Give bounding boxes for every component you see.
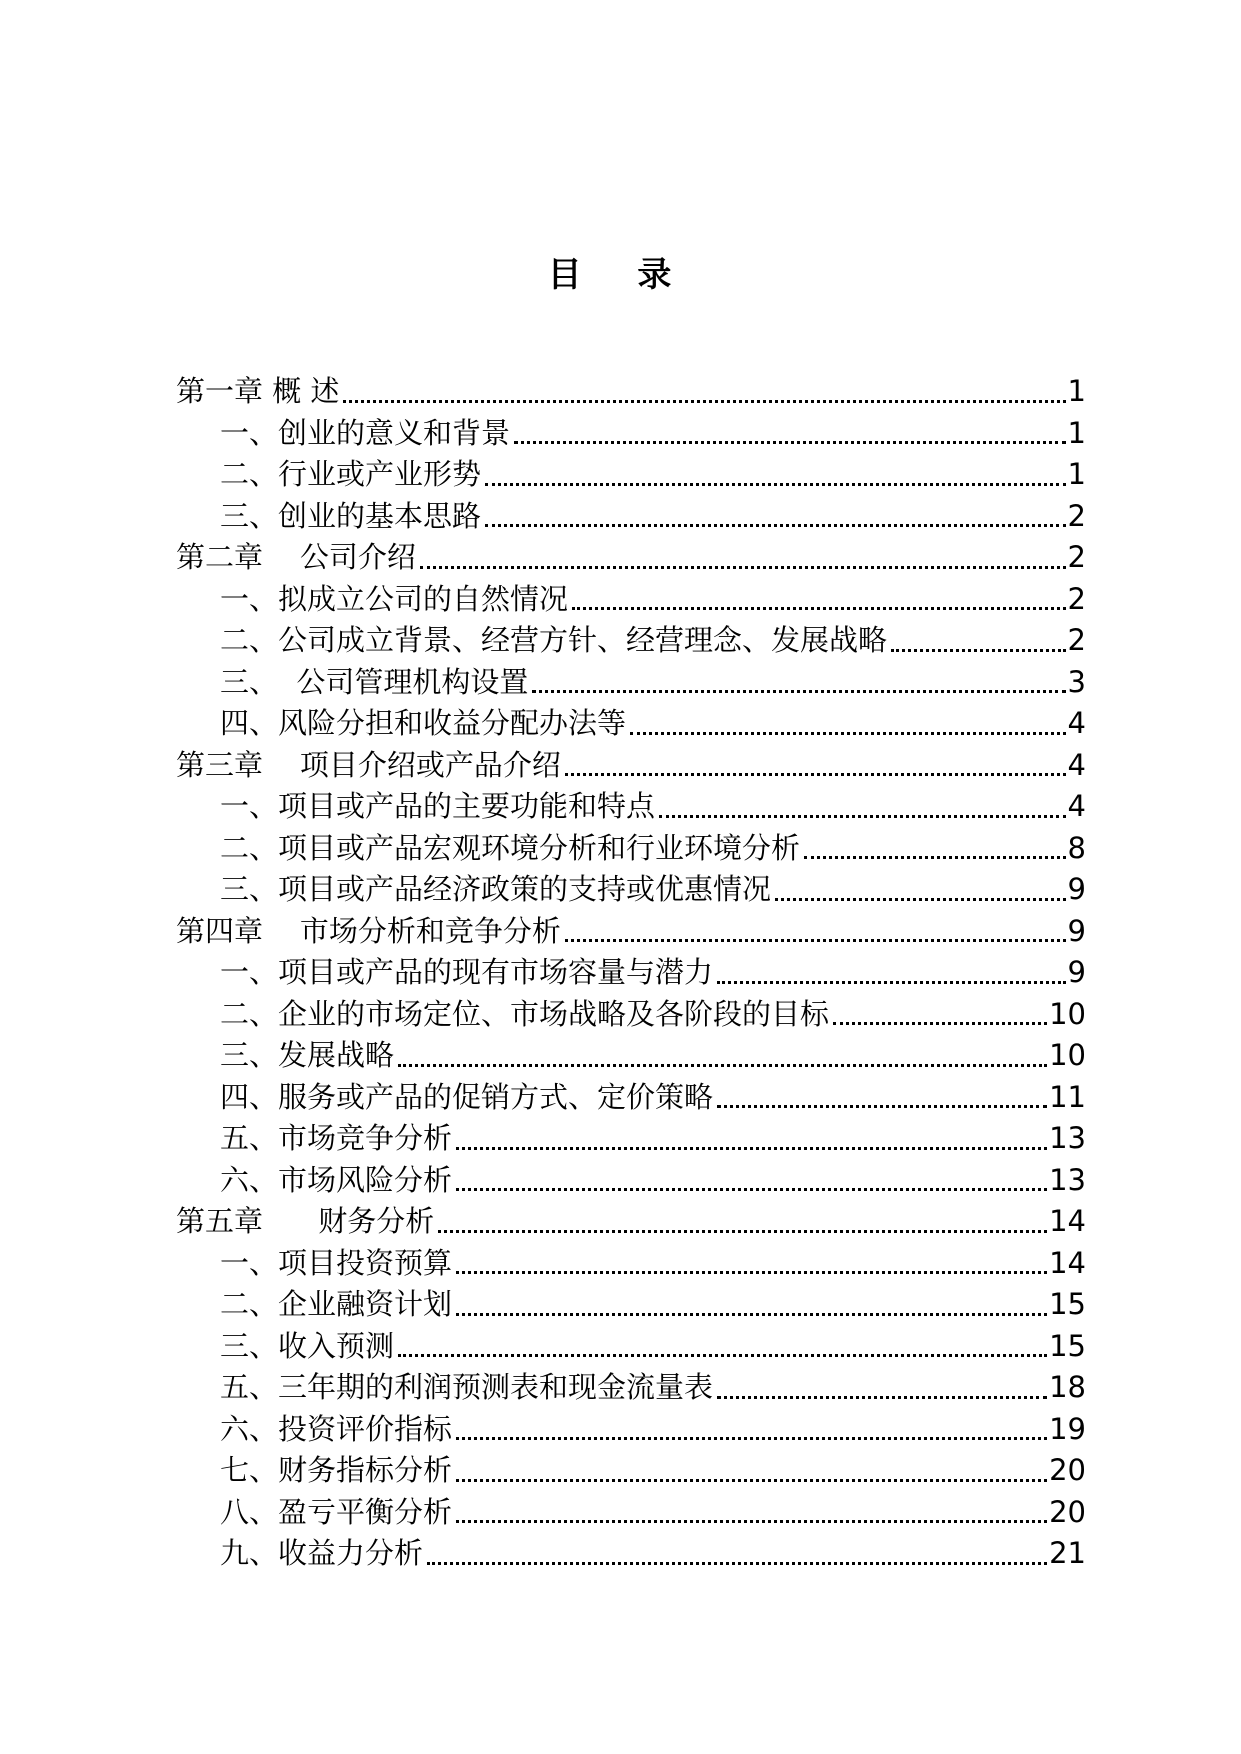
toc-section-entry [176,703,1086,745]
dot-leader [833,1016,1047,1025]
toc-entry-label: 八、盈亏平衡分析 [220,1494,453,1529]
toc-entry-label: 三、创业的基本思路 [220,498,482,533]
dot-leader [775,892,1066,901]
toc-entry-page-number: 14 [1049,1245,1086,1280]
dot-leader [456,1431,1047,1440]
toc-entry-label: 一、项目或产品的现有市场容量与潜力 [220,955,714,989]
dot-leader [456,1473,1047,1482]
dot-leader [532,684,1065,693]
toc-section-entry [176,662,1086,704]
toc-entry-label: 四、服务或产品的促销方式、定价策略 [220,1079,714,1114]
toc-section-entry [176,1118,1086,1160]
toc-section-entry [176,1284,1086,1326]
dot-leader [485,477,1066,486]
toc-entry-page-number: 15 [1049,1328,1086,1363]
toc-section-entry [176,786,1086,828]
toc-entry-page-number: 11 [1049,1079,1086,1114]
toc-entry-label: 六、市场风险分析 [220,1162,453,1197]
toc-chapter-entry [176,537,1086,579]
toc-section-entry [176,1450,1086,1492]
dot-leader [891,643,1066,652]
toc-entry-label: 第二章 公司介绍 [176,540,416,574]
dot-leader [514,435,1066,444]
toc-section-entry [176,1326,1086,1368]
toc-entry-label: 一、创业的意义和背景 [220,415,511,450]
toc-entry-page-number: 9 [1067,872,1086,906]
toc-section-entry [176,579,1086,621]
toc-chapter-entry [176,371,1086,413]
toc-entry-label: 七、财务指标分析 [220,1453,453,1487]
toc-entry-page-number: 14 [1049,1204,1086,1238]
toc-chapter-entry [176,745,1086,787]
toc-entry-page-number: 3 [1067,664,1086,699]
toc-chapter-entry [176,1201,1086,1243]
toc-entry-page-number: 9 [1067,955,1086,989]
dot-leader [456,1141,1047,1150]
toc-entry-page-number: 1 [1067,374,1086,408]
dot-leader [398,1058,1047,1067]
toc-section-entry [176,413,1086,455]
toc-entry-label: 五、三年期的利润预测表和现金流量表 [220,1370,714,1404]
toc-entry-page-number: 2 [1067,540,1086,574]
toc-entry-label: 第四章 市场分析和竞争分析 [176,913,561,948]
toc-section-entry [176,869,1086,911]
toc-section-entry [176,994,1086,1036]
dot-leader [717,1390,1047,1399]
page-title: 目 录 [547,255,694,295]
toc-entry-label: 三、发展战略 [220,1038,395,1072]
toc-entry-label: 第三章 项目介绍或产品介绍 [176,747,561,782]
toc-entry-page-number: 9 [1067,913,1086,948]
toc-entry-page-number: 15 [1049,1287,1086,1321]
dot-leader [630,726,1066,735]
dot-leader [456,1182,1047,1191]
toc-entry-page-number: 1 [1067,415,1086,450]
toc-entry-page-number: 18 [1049,1370,1086,1404]
dot-leader [659,809,1066,818]
toc-entry-label: 二、公司成立背景、经营方针、经营理念、发展战略 [220,623,888,657]
toc-entry-page-number: 13 [1049,1121,1086,1155]
dot-leader [565,767,1066,776]
toc-entry-label: 一、拟成立公司的自然情况 [220,581,569,616]
toc-entry-page-number: 4 [1067,706,1086,740]
toc-entry-page-number: 2 [1067,581,1086,616]
dot-leader [456,1514,1047,1523]
toc-section-entry [176,454,1086,496]
toc-entry-label: 二、企业的市场定位、市场战略及各阶段的目标 [220,996,830,1031]
toc-entry-page-number: 4 [1067,789,1086,823]
toc-entry-page-number: 8 [1067,830,1086,865]
toc-entry-label: 三、收入预测 [220,1328,395,1363]
toc-entry-page-number: 4 [1067,747,1086,782]
dot-leader [456,1307,1047,1316]
toc-entry-page-number: 20 [1049,1453,1086,1487]
toc-entry-page-number: 10 [1049,996,1086,1031]
toc-section-entry [176,1243,1086,1285]
toc-section-entry [176,620,1086,662]
dot-leader [717,975,1066,984]
dot-leader [427,1556,1047,1565]
toc-entry-page-number: 21 [1049,1536,1086,1570]
toc-entry-label: 第一章 概 述 [176,374,340,408]
toc-entry-label: 三、项目或产品经济政策的支持或优惠情况 [220,872,772,906]
toc-entry-label: 三、 公司管理机构设置 [220,664,529,699]
toc-section-entry [176,496,1086,538]
dot-leader [343,394,1065,403]
table-of-contents [176,371,1086,1575]
toc-entry-page-number: 1 [1067,457,1086,491]
toc-section-entry [176,1160,1086,1202]
dot-leader [438,1224,1047,1233]
toc-entry-label: 四、风险分担和收益分配办法等 [220,706,627,740]
dot-leader [717,1099,1047,1108]
toc-section-entry [176,1367,1086,1409]
dot-leader [456,1265,1047,1274]
dot-leader [420,560,1066,569]
toc-entry-label: 一、项目或产品的主要功能和特点 [220,789,656,823]
toc-section-entry [176,1409,1086,1451]
toc-section-entry [176,1533,1086,1575]
dot-leader [572,601,1066,610]
toc-entry-label: 二、项目或产品宏观环境分析和行业环境分析 [220,830,801,865]
toc-entry-label: 五、市场竞争分析 [220,1121,453,1155]
toc-entry-page-number: 2 [1067,498,1086,533]
toc-section-entry [176,1492,1086,1534]
dot-leader [485,518,1066,527]
dot-leader [565,933,1066,942]
toc-entry-page-number: 10 [1049,1038,1086,1072]
toc-entry-label: 九、收益力分析 [220,1536,424,1570]
toc-entry-page-number: 2 [1067,623,1086,657]
dot-leader [804,850,1066,859]
toc-chapter-entry [176,911,1086,953]
toc-entry-label: 六、投资评价指标 [220,1411,453,1446]
toc-entry-page-number: 13 [1049,1162,1086,1197]
toc-entry-label: 二、行业或产业形势 [220,457,482,491]
toc-section-entry [176,1077,1086,1119]
dot-leader [398,1348,1047,1357]
toc-entry-label: 第五章 财务分析 [176,1204,435,1238]
toc-section-entry [176,828,1086,870]
toc-section-entry [176,952,1086,994]
toc-entry-page-number: 19 [1049,1411,1086,1446]
toc-entry-label: 一、项目投资预算 [220,1245,453,1280]
toc-section-entry [176,1035,1086,1077]
toc-entry-label: 二、企业融资计划 [220,1287,453,1321]
toc-entry-page-number: 20 [1049,1494,1086,1529]
